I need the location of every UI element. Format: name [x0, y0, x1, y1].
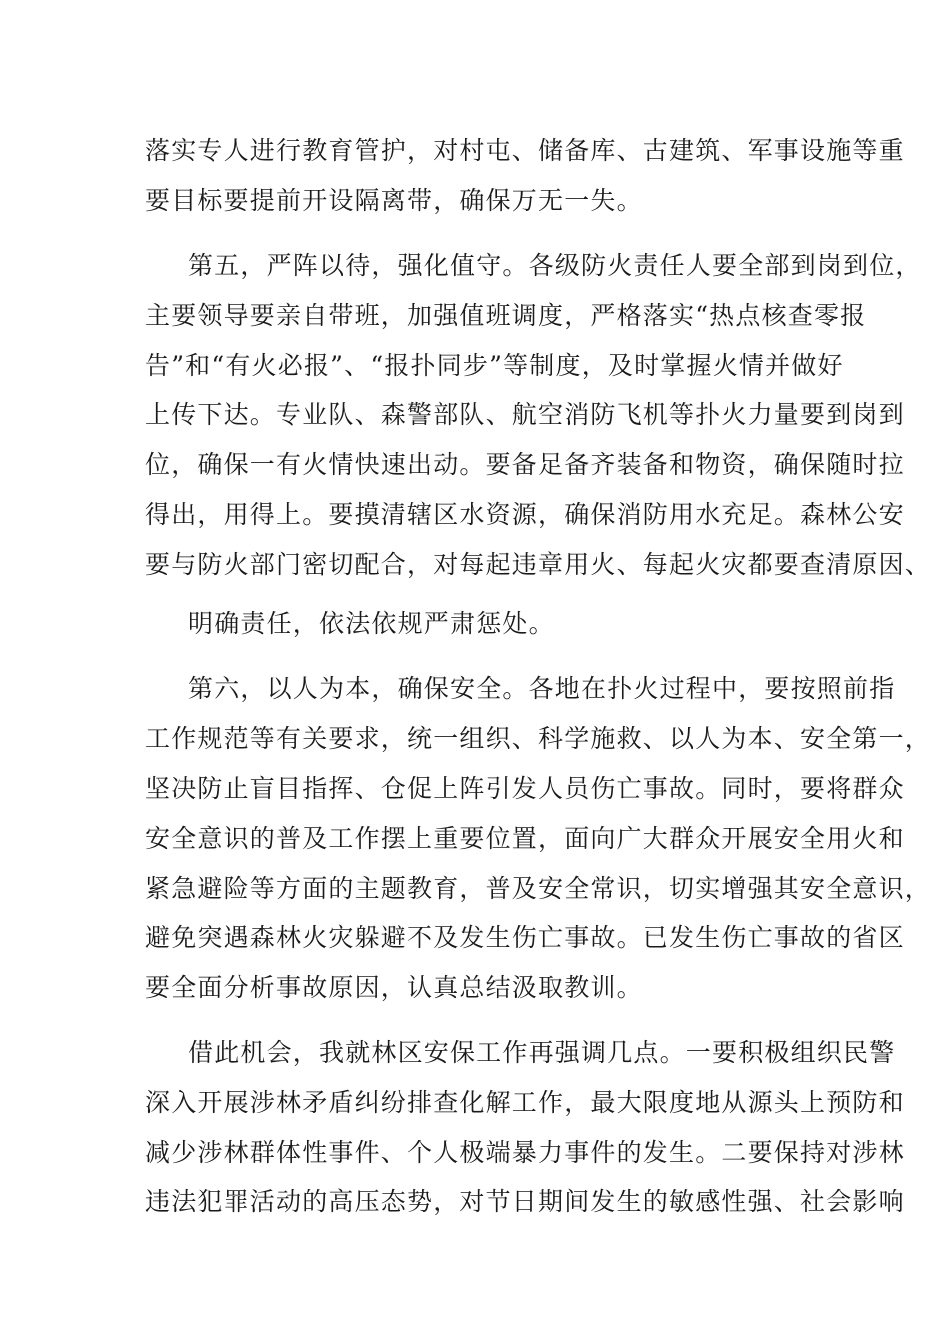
body-text-line: 坚决防止盲目指挥、仓促上阵引发人员伤亡事故。同时，要将群众: [145, 774, 905, 803]
body-text-line: 紧急避险等方面的主题教育，普及安全常识，切实增强其安全意识，: [145, 874, 932, 903]
body-text-line: 得出，用得上。要摸清辖区水资源，确保消防用水充足。森林公安: [145, 500, 905, 529]
body-text-line: 落实专人进行教育管护，对村屯、储备库、古建筑、军事设施等重: [145, 136, 905, 165]
body-text-line: 避免突遇森林火灾躲避不及发生伤亡事故。已发生伤亡事故的省区: [145, 923, 905, 952]
body-text-line: 深入开展涉林矛盾纠纷排查化解工作，最大限度地从源头上预防和: [145, 1088, 905, 1117]
body-text-line: 要目标要提前开设隔离带，确保万无一失。: [145, 186, 643, 215]
body-text-line: 主要领导要亲自带班，加强值班调度，严格落实“热点核查零报: [145, 301, 867, 330]
body-text-line: 减少涉林群体性事件、个人极端暴力事件的发生。二要保持对涉林: [145, 1138, 905, 1167]
body-text-line: 上传下达。专业队、森警部队、航空消防飞机等扑火力量要到岗到: [145, 400, 905, 429]
paragraph-first-line: 借此机会，我就林区安保工作再强调几点。一要积极组织民警: [188, 1038, 896, 1067]
body-text-line: 位，确保一有火情快速出动。要备足备齐装备和物资，确保随时拉: [145, 450, 905, 479]
body-text-line: 违法犯罪活动的高压态势，对节日期间发生的敏感性强、社会影响: [145, 1187, 905, 1216]
body-text-line: 要与防火部门密切配合，对每起违章用火、每起火灾都要查清原因、: [145, 550, 932, 579]
body-text-line: 要全面分析事故原因，认真总结汲取教训。: [145, 973, 643, 1002]
body-text-line: 工作规范等有关要求，统一组织、科学施救、以人为本、安全第一，: [145, 724, 932, 753]
body-text-line: 安全意识的普及工作摆上重要位置，面向广大群众开展安全用火和: [145, 824, 905, 853]
paragraph-continuation-line: 明确责任，依法依规严肃惩处。: [188, 609, 555, 638]
body-text-line: 告”和“有火必报”、“报扑同步”等制度，及时掌握火情并做好: [145, 351, 844, 380]
paragraph-first-line: 第六，以人为本，确保安全。各地在扑火过程中，要按照前指: [188, 674, 896, 703]
paragraph-first-line: 第五，严阵以待，强化值守。各级防火责任人要全部到岗到位，: [188, 251, 922, 280]
